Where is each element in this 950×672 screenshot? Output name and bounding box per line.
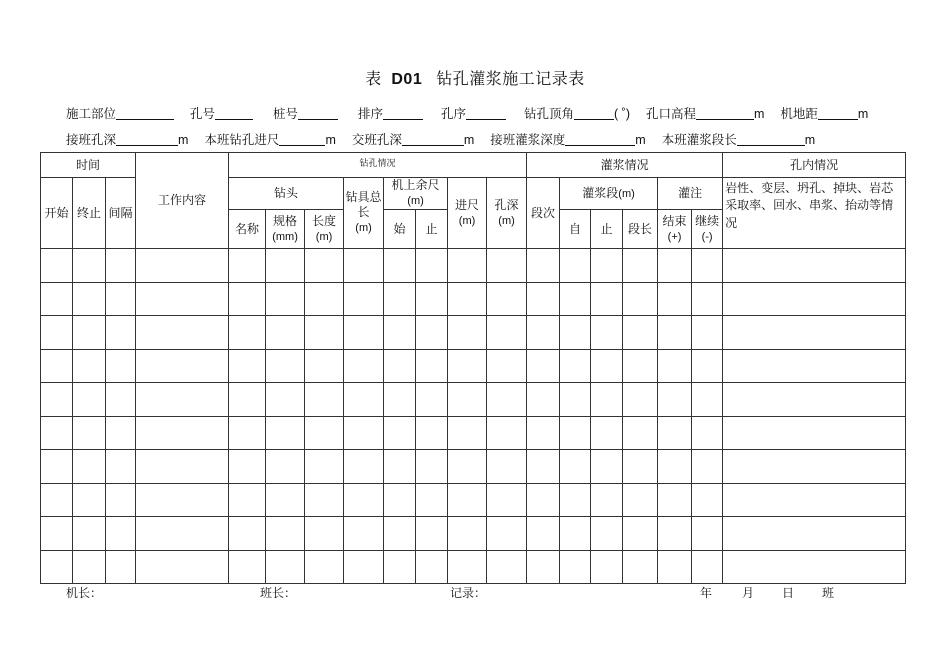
blank-collar-elevation[interactable] [696,106,754,120]
date-month: 月 [742,586,755,600]
table-cell[interactable] [658,349,692,383]
table-cell[interactable] [266,483,305,517]
table-cell[interactable] [448,550,487,584]
table-cell[interactable] [73,282,106,316]
table-cell[interactable] [41,517,73,551]
table-cell[interactable] [344,483,384,517]
table-cell[interactable] [229,383,266,417]
table-cell[interactable] [448,316,487,350]
table-cell[interactable] [344,416,384,450]
table-cell[interactable] [658,383,692,417]
table-cell[interactable] [344,249,384,283]
table-cell[interactable] [487,249,527,283]
field-prev-hole-depth: 接班孔深 m [66,132,189,147]
table-cell[interactable] [136,316,229,350]
table-cell[interactable] [344,450,384,484]
table-cell[interactable] [591,416,623,450]
blank-top-angle[interactable] [574,106,614,120]
table-cell[interactable] [560,282,591,316]
col-stage-no: 段次 [527,178,560,249]
table-cell[interactable] [487,349,527,383]
table-cell[interactable] [305,383,344,417]
table-cell[interactable] [136,517,229,551]
table-cell[interactable] [305,416,344,450]
col-end: 终止 [73,178,106,249]
table-row [41,517,906,551]
table-cell[interactable] [229,316,266,350]
table-cell[interactable] [591,550,623,584]
table-cell[interactable] [384,416,416,450]
table-cell[interactable] [266,349,305,383]
table-cell[interactable] [591,450,623,484]
table-cell[interactable] [41,383,73,417]
table-cell[interactable] [384,550,416,584]
table-cell[interactable] [229,349,266,383]
col-in-hole-desc: 岩性、变层、坍孔、掉块、岩芯采取率、回水、串浆、抬动等情况 [723,178,906,249]
table-cell[interactable] [384,282,416,316]
table-cell[interactable] [448,517,487,551]
table-cell[interactable] [692,483,723,517]
shift-label: 班 [822,586,835,600]
table-cell[interactable] [416,282,448,316]
table-cell[interactable] [106,249,136,283]
table-cell[interactable] [305,550,344,584]
table-cell[interactable] [73,349,106,383]
table-cell[interactable] [416,517,448,551]
table-row [41,316,906,350]
table-cell[interactable] [560,416,591,450]
table-cell[interactable] [527,416,560,450]
table-cell[interactable] [266,517,305,551]
col-bit: 钻头 [229,178,344,210]
table-cell[interactable] [266,450,305,484]
signature-footer [0,584,950,602]
table-cell[interactable] [560,517,591,551]
table-cell[interactable] [229,249,266,283]
table-cell[interactable] [416,416,448,450]
blank-hole-no[interactable] [215,106,253,120]
table-cell[interactable] [487,383,527,417]
table-cell[interactable] [591,282,623,316]
table-cell[interactable] [448,349,487,383]
table-cell[interactable] [487,282,527,316]
table-cell[interactable] [692,249,723,283]
table-cell[interactable] [723,483,906,517]
table-cell[interactable] [723,316,906,350]
field-hole-no: 孔号 [190,104,253,122]
col-work-content: 工作内容 [136,153,229,249]
table-cell[interactable] [448,383,487,417]
recorder-label: 记录： [450,586,487,600]
table-cell[interactable] [487,316,527,350]
table-cell[interactable] [448,249,487,283]
table-cell[interactable] [723,550,906,584]
table-cell[interactable] [692,349,723,383]
table-cell[interactable] [723,416,906,450]
table-cell[interactable] [527,450,560,484]
col-bit-spec: 规格 (mm) [266,210,305,249]
table-cell[interactable] [73,249,106,283]
record-rows [41,249,906,584]
table-cell[interactable] [106,483,136,517]
field-row-order: 排序 [358,104,423,122]
table-cell[interactable] [305,316,344,350]
foreman-label: 班长： [260,586,297,600]
record-table [40,152,906,584]
table-cell[interactable] [487,450,527,484]
table-cell[interactable] [658,483,692,517]
field-hole-order: 孔序 [441,104,506,122]
table-cell[interactable] [229,517,266,551]
blank-construction-site[interactable] [116,106,174,120]
table-cell[interactable] [623,282,658,316]
table-cell[interactable] [591,517,623,551]
table-cell[interactable] [106,416,136,450]
table-row [41,383,906,417]
table-cell[interactable] [591,316,623,350]
table-cell[interactable] [658,282,692,316]
blank-prev-grout-depth[interactable] [565,132,635,146]
table-cell[interactable] [106,349,136,383]
col-bit-length: 长度 (m) [305,210,344,249]
table-row [41,483,906,517]
table-cell[interactable] [623,249,658,283]
table-cell[interactable] [384,483,416,517]
table-cell[interactable] [623,316,658,350]
field-collar-elevation: 孔口高程 m [645,106,765,121]
table-cell[interactable] [448,282,487,316]
table-cell[interactable] [73,383,106,417]
table-row [41,416,906,450]
blank-row-order[interactable] [383,106,423,120]
table-cell[interactable] [344,316,384,350]
table-cell[interactable] [229,450,266,484]
table-cell[interactable] [384,450,416,484]
table-cell[interactable] [692,416,723,450]
date-year: 年 [700,586,713,600]
table-cell[interactable] [41,316,73,350]
table-cell[interactable] [41,282,73,316]
operator-label: 机长： [66,586,103,600]
table-cell[interactable] [41,249,73,283]
col-start: 开始 [41,178,73,249]
col-in-hole: 孔内情况 [723,153,906,178]
table-cell[interactable] [658,249,692,283]
table-cell[interactable] [487,483,527,517]
table-cell[interactable] [229,550,266,584]
col-hole-depth: 孔深 (m) [487,178,527,249]
table-cell[interactable] [73,517,106,551]
table-cell[interactable] [692,550,723,584]
table-cell[interactable] [527,349,560,383]
table-cell[interactable] [344,517,384,551]
table-cell[interactable] [344,282,384,316]
table-cell[interactable] [73,483,106,517]
table-cell[interactable] [384,517,416,551]
table-cell[interactable] [723,450,906,484]
table-cell[interactable] [448,483,487,517]
table-cell[interactable] [723,249,906,283]
field-top-angle: 钻孔顶角 ( ˚) [524,106,630,121]
blank-handover-depth[interactable] [402,132,464,146]
table-cell[interactable] [723,517,906,551]
date-day: 日 [782,586,795,600]
table-cell[interactable] [692,450,723,484]
col-tool-total: 钻具总长 (m) [344,178,384,249]
form-title [0,66,950,89]
table-cell[interactable] [658,450,692,484]
table-cell[interactable] [73,450,106,484]
table-cell[interactable] [591,383,623,417]
table-cell[interactable] [41,416,73,450]
title-prefix: 表 [365,69,382,88]
col-inject-cont: 继续 (-) [692,210,723,249]
table-cell[interactable] [136,349,229,383]
table-cell[interactable] [560,483,591,517]
table-cell[interactable] [73,550,106,584]
table-cell[interactable] [658,550,692,584]
table-cell[interactable] [560,249,591,283]
table-row [41,550,906,584]
blank-hole-order[interactable] [466,106,506,120]
table-cell[interactable] [106,450,136,484]
table-cell[interactable] [527,282,560,316]
table-cell[interactable] [527,316,560,350]
table-row [41,450,906,484]
table-cell[interactable] [527,517,560,551]
table-cell[interactable] [723,349,906,383]
title-name: 钻孔灌浆施工记录表 [436,69,585,88]
field-prev-grout-depth: 接班灌浆深度 m [490,132,646,147]
table-cell[interactable] [266,249,305,283]
table-cell[interactable] [658,517,692,551]
col-bit-name: 名称 [229,210,266,249]
table-cell[interactable] [41,349,73,383]
blank-shift-footage[interactable] [279,132,325,146]
table-cell[interactable] [344,349,384,383]
table-cell[interactable] [416,483,448,517]
col-time: 时间 [41,153,136,178]
table-cell[interactable] [692,282,723,316]
table-cell[interactable] [692,517,723,551]
table-cell[interactable] [448,416,487,450]
table-cell[interactable] [723,383,906,417]
table-cell[interactable] [384,383,416,417]
table-cell[interactable] [266,550,305,584]
table-cell[interactable] [305,517,344,551]
table-cell[interactable] [416,249,448,283]
table-cell[interactable] [658,316,692,350]
table-cell[interactable] [41,483,73,517]
table-cell[interactable] [591,483,623,517]
table-cell[interactable] [527,483,560,517]
table-cell[interactable] [229,282,266,316]
table-cell[interactable] [416,383,448,417]
table-cell[interactable] [41,450,73,484]
table-cell[interactable] [136,450,229,484]
table-cell[interactable] [623,550,658,584]
col-grouting: 灌浆情况 [527,153,723,178]
table-cell[interactable] [487,416,527,450]
col-sec-to: 止 [591,210,623,249]
table-cell[interactable] [623,416,658,450]
table-cell[interactable] [560,349,591,383]
col-drilling: 钻孔情况 [229,153,527,178]
table-cell[interactable] [106,282,136,316]
table-cell[interactable] [344,383,384,417]
table-cell[interactable] [106,383,136,417]
table-cell[interactable] [73,416,106,450]
form-code: D01 [391,71,423,88]
blank-station-no[interactable] [298,106,338,120]
table-cell[interactable] [136,483,229,517]
field-handover-depth: 交班孔深 m [351,132,475,147]
table-cell[interactable] [305,450,344,484]
table-cell[interactable] [384,249,416,283]
blank-shift-grout-length[interactable] [737,132,805,146]
table-cell[interactable] [41,550,73,584]
table-cell[interactable] [527,550,560,584]
table-cell[interactable] [527,249,560,283]
table-cell[interactable] [416,550,448,584]
table-cell[interactable] [73,316,106,350]
table-cell[interactable] [136,550,229,584]
table-cell[interactable] [527,383,560,417]
field-construction-site: 施工部位 [66,104,174,122]
table-cell[interactable] [266,316,305,350]
table-cell[interactable] [692,383,723,417]
table-cell[interactable] [560,383,591,417]
col-inject: 灌注 [658,178,723,210]
table-cell[interactable] [344,550,384,584]
table-cell[interactable] [305,282,344,316]
field-shift-footage: 本班钻孔进尺 m [204,132,336,147]
table-cell[interactable] [623,517,658,551]
table-cell[interactable] [560,316,591,350]
table-cell[interactable] [591,249,623,283]
table-cell[interactable] [106,517,136,551]
table-cell[interactable] [487,550,527,584]
table-cell[interactable] [560,550,591,584]
table-cell[interactable] [266,416,305,450]
header-line-2 [66,130,815,148]
table-cell[interactable] [136,249,229,283]
table-cell[interactable] [658,416,692,450]
col-sec-len: 段长 [623,210,658,249]
table-cell[interactable] [723,282,906,316]
blank-rig-ground-distance[interactable] [818,106,858,120]
col-sec-from: 自 [560,210,591,249]
col-grout-section: 灌浆段(m) [560,178,658,210]
table-cell[interactable] [623,450,658,484]
field-station-no: 桩号 [273,104,338,122]
col-interval: 间隔 [106,178,136,249]
table-cell[interactable] [266,282,305,316]
col-rod-remain: 机上余尺 (m) [384,178,448,210]
table-cell[interactable] [106,550,136,584]
table-cell[interactable] [487,517,527,551]
table-cell[interactable] [448,450,487,484]
blank-prev-hole-depth[interactable] [116,132,178,146]
col-rod-from: 始 [384,210,416,249]
table-cell[interactable] [305,349,344,383]
table-row [41,282,906,316]
table-cell[interactable] [384,349,416,383]
table-cell[interactable] [416,450,448,484]
table-cell[interactable] [229,416,266,450]
table-cell[interactable] [623,349,658,383]
table-cell[interactable] [136,416,229,450]
field-rig-ground-distance: 机地距 m [780,106,869,121]
col-inject-end: 结束 (+) [658,210,692,249]
field-shift-grout-length: 本班灌浆段长 m [661,132,816,147]
col-advance: 进尺 (m) [448,178,487,249]
table-cell[interactable] [416,316,448,350]
col-rod-to: 止 [416,210,448,249]
table-cell[interactable] [229,483,266,517]
table-cell[interactable] [136,282,229,316]
table-cell[interactable] [623,383,658,417]
table-row [41,349,906,383]
table-cell[interactable] [560,450,591,484]
table-cell[interactable] [623,483,658,517]
table-cell[interactable] [305,249,344,283]
header-line-1 [66,104,868,122]
table-cell[interactable] [384,316,416,350]
table-cell[interactable] [266,383,305,417]
table-cell[interactable] [591,349,623,383]
table-cell[interactable] [305,483,344,517]
table-cell[interactable] [136,383,229,417]
table-cell[interactable] [416,349,448,383]
table-cell[interactable] [692,316,723,350]
table-row [41,249,906,283]
table-cell[interactable] [106,316,136,350]
